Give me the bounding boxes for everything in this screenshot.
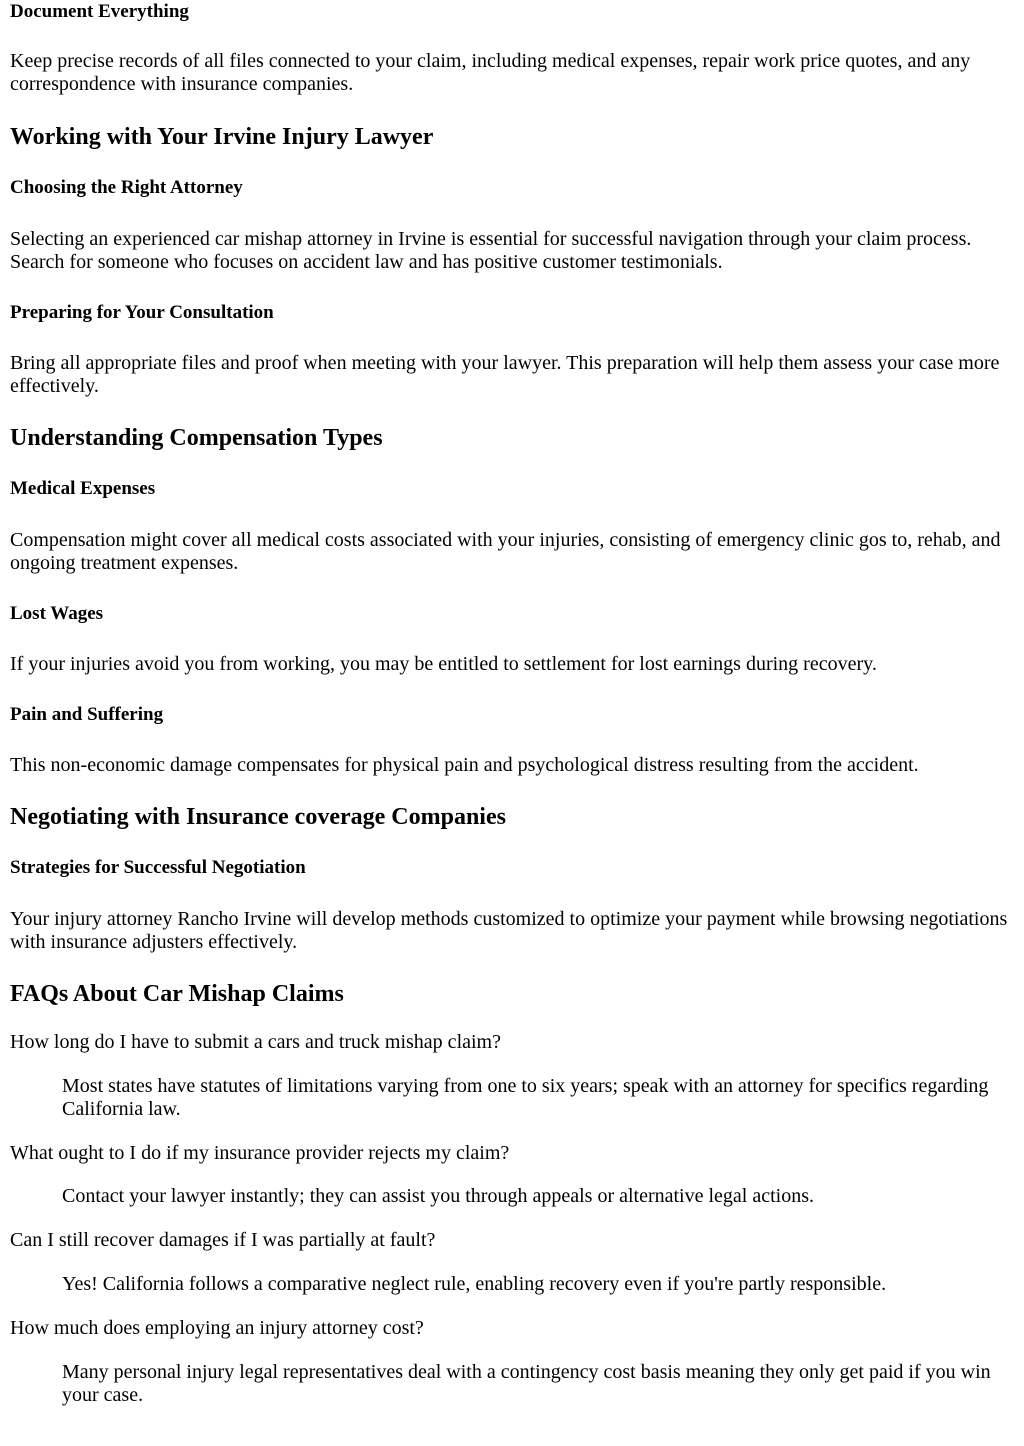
faq-answer: Many personal injury legal representatives deal with a contingency cost basis meaning they only get paid if you win your case.	[62, 1361, 991, 1406]
paragraph-choosing-attorney: Selecting an experienced car mishap attorney in Irvine is essential for successful navigation through your claim process. Search for someone who focuses on accident law and has positive customer testimonials.	[10, 228, 972, 273]
faq-question: What ought to I do if my insurance provider rejects my claim?	[10, 1142, 510, 1164]
faq-answer: Most states have statutes of limitations varying from one to six years; speak with an attorney for specifics regarding California law.	[62, 1075, 989, 1120]
paragraph-pain-suffering: This non-economic damage compensates for physical pain and psychological distress resulting from the accident.	[10, 754, 919, 776]
paragraph-document-everything: Keep precise records of all files connected to your claim, including medical expenses, repair work price quotes, and any correspondence with insurance companies.	[10, 50, 971, 95]
heading-working-with-lawyer: Working with Your Irvine Injury Lawyer	[10, 124, 434, 150]
faq-question: How long do I have to submit a cars and truck mishap claim?	[10, 1031, 501, 1053]
heading-faqs: FAQs About Car Mishap Claims	[10, 981, 344, 1007]
heading-negotiation-strategies: Strategies for Successful Negotiation	[10, 857, 306, 878]
heading-document-everything: Document Everything	[10, 1, 189, 22]
heading-pain-suffering: Pain and Suffering	[10, 704, 164, 725]
faq-question: Can I still recover damages if I was partially at fault?	[10, 1229, 436, 1251]
paragraph-lost-wages: If your injuries avoid you from working, you may be entitled to settlement for lost earnings during recovery.	[10, 653, 877, 675]
paragraph-negotiation-strategies: Your injury attorney Rancho Irvine will develop methods customized to optimize your payment while browsing negotiations with insurance adjusters effectively.	[10, 908, 1008, 953]
faq-answer: Contact your lawyer instantly; they can assist you through appeals or alternative legal actions.	[62, 1185, 815, 1207]
heading-preparing-consultation: Preparing for Your Consultation	[10, 302, 274, 323]
heading-medical-expenses: Medical Expenses	[10, 478, 156, 499]
paragraph-preparing-consultation: Bring all appropriate files and proof when meeting with your lawyer. This preparation will help them assess your case more effectively.	[10, 352, 1000, 397]
faq-answer: Yes! California follows a comparative neglect rule, enabling recovery even if you're partly responsible.	[62, 1273, 887, 1295]
heading-lost-wages: Lost Wages	[10, 603, 104, 624]
paragraph-medical-expenses: Compensation might cover all medical costs associated with your injuries, consisting of emergency clinic gos to, rehab, and ongoing treatment expenses.	[10, 529, 1001, 574]
faq-question: How much does employing an injury attorney cost?	[10, 1317, 424, 1339]
heading-compensation-types: Understanding Compensation Types	[10, 425, 383, 451]
heading-choosing-attorney: Choosing the Right Attorney	[10, 177, 243, 198]
heading-negotiating-insurance: Negotiating with Insurance coverage Companies	[10, 804, 506, 830]
